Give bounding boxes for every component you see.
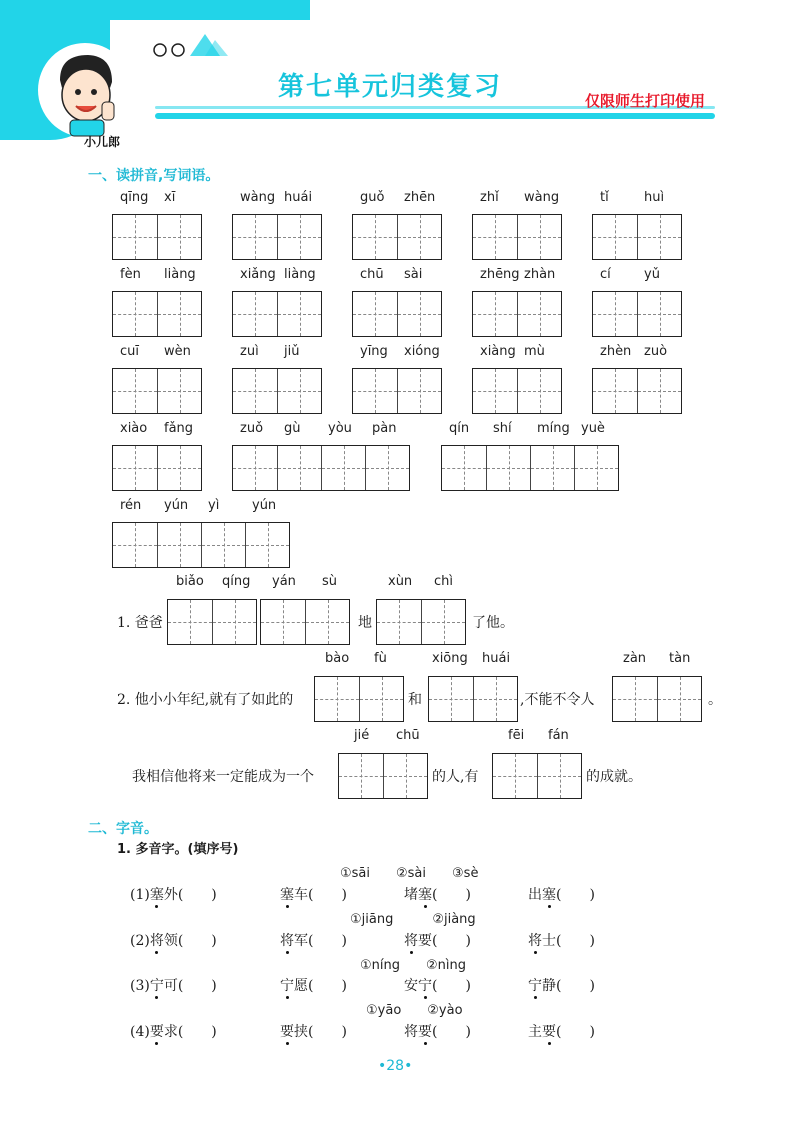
target-char: 塞: [280, 887, 294, 903]
header-line: [155, 113, 715, 119]
pinyin: zhǐ: [480, 190, 499, 205]
answer-box[interactable]: [167, 599, 257, 645]
sentence-2-prefix: 2. 他小小年纪,就有了如此的: [117, 692, 294, 708]
item-text: 可( ): [163, 978, 217, 994]
answer-box[interactable]: [260, 599, 350, 645]
item-text: 要( ): [418, 933, 471, 949]
pinyin: yán: [272, 574, 296, 589]
pinyin: liàng: [284, 267, 316, 282]
target-char: 将: [280, 933, 294, 949]
answer-box[interactable]: [112, 522, 290, 568]
target-char: 宁: [528, 978, 542, 994]
pinyin: tǐ: [600, 190, 609, 205]
pinyin: qīng: [120, 190, 149, 205]
answer-box[interactable]: [338, 753, 428, 799]
answer-box[interactable]: [112, 445, 202, 491]
options: ①sāi ②sài ③sè: [340, 866, 479, 881]
answer-box[interactable]: [112, 368, 202, 414]
polyphone-item[interactable]: [130, 930, 217, 950]
pinyin: chū: [360, 267, 384, 282]
pinyin: xiōng: [432, 651, 468, 666]
polyphone-item[interactable]: [130, 975, 217, 995]
answer-box[interactable]: [441, 445, 619, 491]
target-char: 塞: [149, 887, 164, 903]
pinyin: huì: [644, 190, 665, 205]
pinyin: cuī: [120, 344, 139, 359]
pinyin: yún: [164, 498, 189, 513]
pinyin: yòu: [328, 421, 352, 436]
sentence-1-mid: 地: [358, 615, 372, 631]
answer-box[interactable]: [612, 676, 702, 722]
pinyin: sài: [404, 267, 423, 282]
pinyin: chū: [396, 728, 420, 743]
item-text: 外( ): [163, 887, 217, 903]
sentence-3-prefix: 我相信他将来一定能成为一个: [132, 769, 314, 785]
pinyin: zuì: [240, 344, 259, 359]
answer-box[interactable]: [352, 368, 442, 414]
answer-box[interactable]: [492, 753, 582, 799]
answer-box[interactable]: [376, 599, 466, 645]
options: ①jiāng ②jiàng: [350, 912, 476, 927]
pinyin: rén: [120, 498, 142, 513]
options: ①yāo ②yào: [366, 1003, 463, 1018]
polyphone-item[interactable]: [528, 975, 595, 995]
pinyin: liàng: [164, 267, 196, 282]
pinyin: xiàng: [480, 344, 516, 359]
sentence-2-mid: 和: [408, 692, 422, 708]
pinyin: mù: [524, 344, 545, 359]
pinyin: jiǔ: [284, 344, 300, 359]
brand-label: 小儿郎: [84, 135, 121, 149]
pinyin: zhèn: [600, 344, 632, 359]
pinyin: shí: [493, 421, 512, 436]
answer-box[interactable]: [232, 368, 322, 414]
polyphone-item[interactable]: [130, 1021, 217, 1041]
target-char: 宁: [280, 978, 294, 994]
pinyin: yún: [252, 498, 277, 513]
target-char: 要: [149, 1024, 164, 1040]
item-text: 军( ): [294, 933, 347, 949]
pinyin: wàng: [240, 190, 276, 205]
item-text: 静( ): [542, 978, 595, 994]
target-char: 要: [542, 1024, 556, 1040]
item-text: 求( ): [163, 1024, 217, 1040]
pinyin: tàn: [669, 651, 691, 666]
target-char: 要: [418, 1024, 432, 1040]
pinyin: jié: [354, 728, 370, 743]
target-char: 将: [404, 933, 418, 949]
pinyin: biǎo: [176, 574, 204, 589]
item-text: 将: [404, 1024, 418, 1040]
item-text: 挟( ): [294, 1024, 347, 1040]
target-char: 塞: [418, 887, 432, 903]
pinyin: zuò: [644, 344, 668, 359]
polyphone-item[interactable]: [404, 884, 471, 904]
answer-box[interactable]: [472, 368, 562, 414]
pinyin: yuè: [581, 421, 605, 436]
item-text: 堵: [404, 887, 418, 903]
pinyin: zàn: [623, 651, 647, 666]
page-number: •28•: [378, 1058, 413, 1074]
pinyin: yǔ: [644, 267, 660, 282]
item-text: (2): [130, 933, 150, 949]
pinyin: wèn: [164, 344, 191, 359]
pinyin: xiào: [120, 421, 148, 436]
item-text: 愿( ): [294, 978, 347, 994]
print-note: 仅限师生打印使用: [585, 92, 706, 110]
sentence-2-end: 。: [708, 692, 722, 708]
answer-box[interactable]: [592, 368, 682, 414]
pinyin: xiǎng: [240, 267, 276, 282]
target-char: 宁: [149, 978, 164, 994]
bicycle-icon: [150, 28, 230, 58]
polyphone-item[interactable]: [280, 1021, 347, 1041]
pinyin: zhàn: [524, 267, 556, 282]
item-text: 主: [528, 1024, 542, 1040]
target-char: 宁: [418, 978, 432, 994]
pinyin: qíng: [222, 574, 251, 589]
pinyin: fù: [374, 651, 387, 666]
answer-box[interactable]: [428, 676, 518, 722]
target-char: 塞: [542, 887, 556, 903]
pinyin: fán: [548, 728, 569, 743]
answer-box[interactable]: [592, 291, 682, 337]
answer-box[interactable]: [232, 445, 410, 491]
options: ①níng ②nìng: [360, 958, 466, 973]
section-1-title: 一、读拼音,写词语。: [88, 168, 220, 184]
sentence-2-mid2: ,不能不令人: [520, 692, 595, 708]
pinyin: míng: [537, 421, 570, 436]
pinyin: chì: [434, 574, 453, 589]
item-text: ( ): [556, 887, 595, 903]
item-text: 领( ): [163, 933, 217, 949]
boy-mascot-icon: [30, 40, 140, 140]
answer-box[interactable]: [472, 214, 562, 260]
pinyin: gù: [284, 421, 301, 436]
item-text: 安: [404, 978, 418, 994]
pinyin: sù: [322, 574, 338, 589]
answer-box[interactable]: [112, 291, 202, 337]
pinyin: pàn: [372, 421, 397, 436]
item-text: (1): [130, 887, 150, 903]
pinyin: xī: [164, 190, 176, 205]
polyphone-item[interactable]: [280, 975, 347, 995]
polyphone-item[interactable]: [130, 884, 217, 904]
answer-box[interactable]: [232, 291, 322, 337]
sentence-3-mid: 的人,有: [432, 769, 479, 785]
pinyin: yì: [208, 498, 220, 513]
item-text: (4): [130, 1024, 150, 1040]
item-text: ( ): [432, 1024, 471, 1040]
answer-box[interactable]: [352, 291, 442, 337]
item-text: 出: [528, 887, 542, 903]
polyphone-item[interactable]: [404, 1021, 471, 1041]
answer-box[interactable]: [112, 214, 202, 260]
section-2-subtitle: 1. 多音字。(填序号): [117, 842, 239, 857]
page-title: 第七单元归类复习: [278, 72, 503, 102]
sentence-1-suffix: 了他。: [472, 615, 514, 631]
target-char: 将: [528, 933, 542, 949]
answer-box[interactable]: [314, 676, 404, 722]
polyphone-item[interactable]: [528, 1021, 595, 1041]
pinyin: xùn: [388, 574, 413, 589]
pinyin: qín: [449, 421, 470, 436]
polyphone-item[interactable]: [280, 930, 347, 950]
item-text: 士( ): [542, 933, 595, 949]
target-char: 要: [280, 1024, 294, 1040]
polyphone-item[interactable]: [528, 930, 595, 950]
pinyin: zhēn: [404, 190, 436, 205]
pinyin: wàng: [524, 190, 560, 205]
pinyin: bào: [325, 651, 350, 666]
pinyin: fǎng: [164, 421, 194, 436]
pinyin: huái: [482, 651, 511, 666]
target-char: 将: [149, 933, 164, 949]
pinyin: xióng: [404, 344, 440, 359]
polyphone-item[interactable]: [280, 884, 347, 904]
item-text: ( ): [432, 978, 471, 994]
pinyin: zuǒ: [240, 421, 264, 436]
section-2-title: 二、字音。: [88, 821, 158, 837]
item-text: ( ): [556, 1024, 595, 1040]
polyphone-item[interactable]: [404, 975, 471, 995]
pinyin: yīng: [360, 344, 388, 359]
answer-box[interactable]: [472, 291, 562, 337]
pinyin: guǒ: [360, 190, 385, 205]
item-text: 车( ): [294, 887, 347, 903]
sentence-3-suffix: 的成就。: [586, 769, 642, 785]
pinyin: zhēng: [480, 267, 520, 282]
polyphone-item[interactable]: [528, 884, 595, 904]
pinyin: cí: [600, 267, 611, 282]
polyphone-item[interactable]: [404, 930, 471, 950]
sentence-1-prefix: 1. 爸爸: [117, 615, 163, 631]
pinyin: fēi: [508, 728, 525, 743]
pinyin: fèn: [120, 267, 141, 282]
pinyin: huái: [284, 190, 313, 205]
item-text: (3): [130, 978, 150, 994]
item-text: ( ): [432, 887, 471, 903]
answer-box[interactable]: [592, 214, 682, 260]
answer-box[interactable]: [352, 214, 442, 260]
answer-box[interactable]: [232, 214, 322, 260]
